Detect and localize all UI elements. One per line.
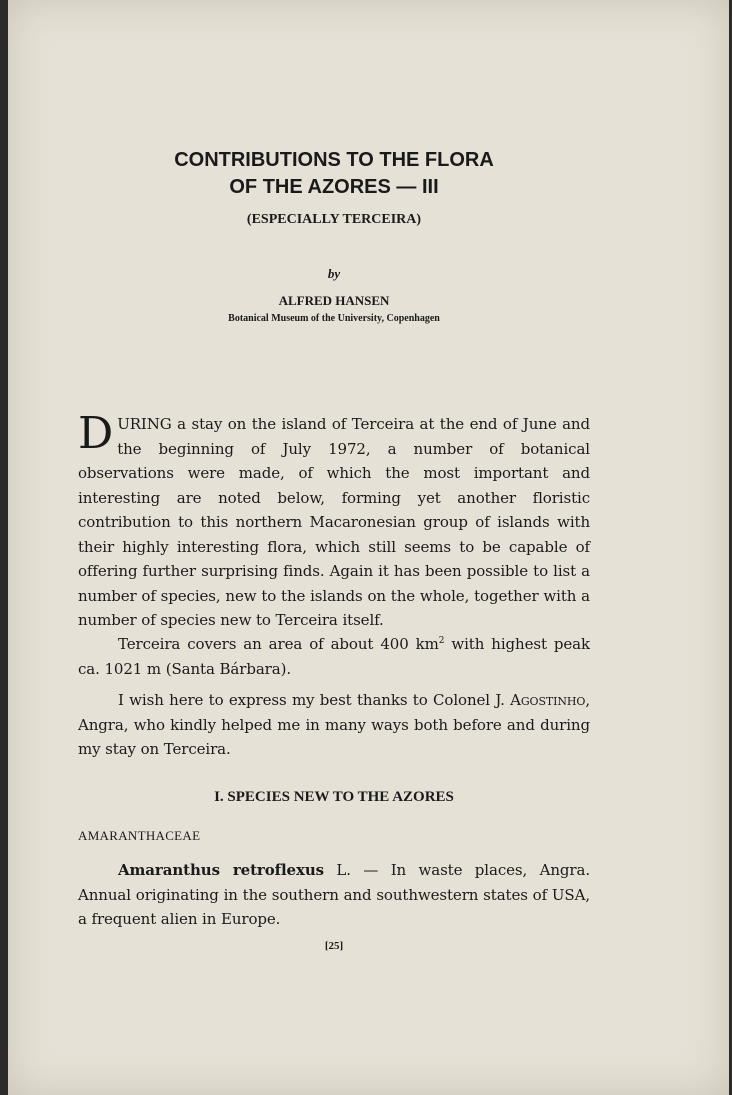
superscript-2: 2 (438, 636, 445, 646)
author-name: ALFRED HANSEN (278, 293, 390, 308)
paragraph-area (78, 629, 590, 681)
paragraph-intro (78, 408, 590, 633)
section-heading: I. SPECIES NEW TO THE AZORES (214, 789, 454, 805)
article-title-line-2: OF THE AZORES — III (229, 176, 439, 198)
acknowledgement-text-b: , Angra, who kindly helped me in many ways both before and during my stay on Terceira. (78, 691, 590, 758)
byline-by: by (327, 266, 341, 281)
article-subtitle: (ESPECIALLY TERCEIRA) (246, 212, 422, 227)
drop-cap: D (78, 408, 114, 459)
acknowledgement-text-a: I wish here to express my best thanks to Colonel J. (118, 691, 511, 709)
paragraph-area-text-a: Terceira covers an area of about 400 km (118, 635, 439, 653)
author-affiliation: Botanical Museum of the University, Copenhagen (228, 313, 440, 324)
page-number: [25] (324, 940, 344, 952)
article-title-line-1: CONTRIBUTIONS TO THE FLORA (174, 149, 494, 171)
paragraph-intro-text: URING a stay on the island of Terceira at the end of June and the beginning of July 1972, a number of botanical observations were made, of which the most important and interesting are noted below, forming yet another floristic contribution to this northern Macaronesian group of islands with their highly interesting flora, which still seems to be capable of offering further surprising finds. Again it has been possible to list a number of species, new to the islands on the whole, together with a number of species new to Terceira itself. (78, 415, 590, 629)
species-description: L. — In waste places, Angra. Annual originating in the southern and southwestern states of USA, a frequent alien in Europe. (78, 861, 590, 928)
page (8, 0, 729, 1095)
family-heading: AMARANTHACEAE (78, 828, 201, 843)
species-entry (78, 858, 590, 932)
species-name: Amaranthus retroflexus (118, 861, 324, 879)
paragraph-acknowledgement (78, 688, 590, 762)
acknowledged-name: Agostinho (510, 691, 586, 709)
paragraph-area-text-b: with highest peak ca. 1021 m (Santa Bárbara). (78, 635, 591, 678)
